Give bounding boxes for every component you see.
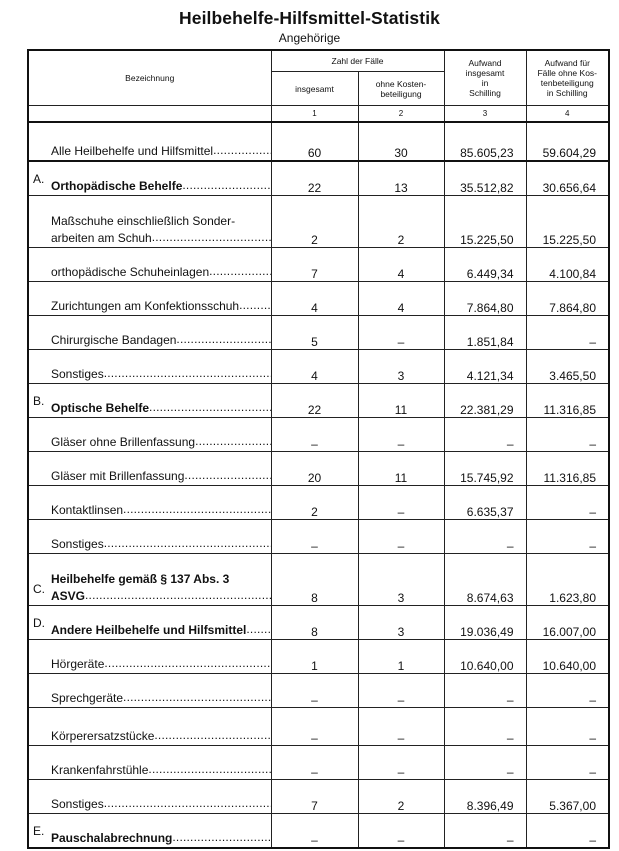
cell-ohne-kosten: – <box>358 674 444 708</box>
cell-aufwand-ohne: 11.316,85 <box>526 384 609 418</box>
header-insgesamt: insgesamt <box>271 72 358 106</box>
cell-ohne-kosten: 11 <box>358 452 444 486</box>
row-label: Sonstiges <box>51 367 104 381</box>
cell-insgesamt: 22 <box>271 161 358 196</box>
cell-ohne-kosten: 4 <box>358 248 444 282</box>
row-label: Orthopädische Behelfe <box>51 179 183 193</box>
row-prefix: A. <box>33 172 45 186</box>
cell-insgesamt: – <box>271 746 358 780</box>
table-row <box>28 418 609 452</box>
cell-ohne-kosten: 2 <box>358 780 444 814</box>
leader-dots <box>85 588 270 605</box>
cell-aufwand-ohne: – <box>526 486 609 520</box>
leader-dots <box>149 400 270 417</box>
cell-insgesamt: 2 <box>271 196 358 248</box>
leader-dots <box>154 728 270 745</box>
cell-aufwand-ohne: 1.623,80 <box>526 554 609 606</box>
cell-aufwand: 15.745,92 <box>444 452 526 486</box>
header-line: in Schilling <box>546 88 588 98</box>
cell-ohne-kosten: – <box>358 418 444 452</box>
row-label-cell <box>28 814 271 849</box>
row-label: Körperersatzstücke <box>51 729 155 743</box>
cell-aufwand: – <box>444 708 526 746</box>
row-label: Andere Heilbehelfe und Hilfsmittel <box>51 623 247 637</box>
cell-ohne-kosten: – <box>358 316 444 350</box>
cell-aufwand-ohne: 15.225,50 <box>526 196 609 248</box>
document-title: Heilbehelfe-Hilfsmittel-Statistik <box>179 8 440 28</box>
cell-aufwand-ohne: 59.604,29 <box>526 122 609 161</box>
cell-insgesamt: 1 <box>271 640 358 674</box>
cell-ohne-kosten: 3 <box>358 606 444 640</box>
colnum-2: 2 <box>358 106 444 123</box>
leader-dots <box>209 264 270 281</box>
cell-insgesamt: 20 <box>271 452 358 486</box>
row-label-cell <box>28 708 271 746</box>
leader-dots <box>104 796 271 813</box>
table-row <box>28 606 609 640</box>
cell-aufwand-ohne: – <box>526 316 609 350</box>
row-label-cell <box>28 746 271 780</box>
row-label-cell <box>28 316 271 350</box>
cell-insgesamt: 2 <box>271 486 358 520</box>
cell-aufwand-ohne: 11.316,85 <box>526 452 609 486</box>
leader-dots <box>172 830 270 847</box>
header-line: Fälle ohne Kos- <box>537 68 598 78</box>
cell-insgesamt: 60 <box>271 122 358 161</box>
table-row <box>28 640 609 674</box>
leader-dots <box>104 656 270 673</box>
table-row <box>28 384 609 418</box>
cell-ohne-kosten: 3 <box>358 350 444 384</box>
header-line: Aufwand für <box>544 58 590 68</box>
row-prefix: E. <box>33 824 45 838</box>
cell-aufwand-ohne: 16.007,00 <box>526 606 609 640</box>
header-ohne-kostenbeteiligung <box>358 72 444 106</box>
cell-aufwand-ohne: 3.465,50 <box>526 350 609 384</box>
cell-ohne-kosten: 13 <box>358 161 444 196</box>
cell-aufwand-ohne: 7.864,80 <box>526 282 609 316</box>
cell-insgesamt: – <box>271 814 358 849</box>
colnum-1: 1 <box>271 106 358 123</box>
cell-aufwand-ohne: 5.367,00 <box>526 780 609 814</box>
leader-dots <box>123 690 270 707</box>
cell-aufwand: 7.864,80 <box>444 282 526 316</box>
header-line: Aufwand <box>468 58 502 68</box>
cell-aufwand-ohne: – <box>526 674 609 708</box>
table-row <box>28 452 609 486</box>
cell-aufwand: – <box>444 814 526 849</box>
document-subtitle: Angehörige <box>278 31 341 45</box>
row-label-line1: Maßschuhe einschließlich Sonder- <box>51 214 236 228</box>
cell-ohne-kosten: – <box>358 520 444 554</box>
table-row <box>28 282 609 316</box>
header-zahl-der-faelle: Zahl der Fälle <box>271 50 444 72</box>
cell-ohne-kosten: 1 <box>358 640 444 674</box>
table-header <box>28 50 609 122</box>
leader-dots <box>184 468 270 485</box>
cell-insgesamt: 8 <box>271 554 358 606</box>
cell-insgesamt: – <box>271 520 358 554</box>
row-label-cell <box>28 350 271 384</box>
table-row <box>28 814 609 849</box>
cell-aufwand: 22.381,29 <box>444 384 526 418</box>
row-label-cell <box>28 554 271 606</box>
cell-ohne-kosten: – <box>358 486 444 520</box>
cell-aufwand: 6.449,34 <box>444 248 526 282</box>
table-body <box>28 122 609 848</box>
row-label-cell <box>28 780 271 814</box>
header-bezeichnung: Bezeichnung <box>28 50 271 106</box>
leader-dots <box>104 366 271 383</box>
cell-insgesamt: 8 <box>271 606 358 640</box>
leader-dots <box>213 143 270 160</box>
cell-aufwand-ohne: 30.656,64 <box>526 161 609 196</box>
cell-aufwand: 19.036,49 <box>444 606 526 640</box>
cell-aufwand-ohne: – <box>526 708 609 746</box>
cell-insgesamt: 22 <box>271 384 358 418</box>
cell-insgesamt: – <box>271 674 358 708</box>
cell-ohne-kosten: 30 <box>358 122 444 161</box>
cell-aufwand-ohne: – <box>526 520 609 554</box>
table-row <box>28 161 609 196</box>
cell-aufwand: 15.225,50 <box>444 196 526 248</box>
row-label-cell <box>28 674 271 708</box>
table-row <box>28 780 609 814</box>
row-label-cell <box>28 196 271 248</box>
row-label-cell <box>28 486 271 520</box>
row-label-cell <box>28 161 271 196</box>
row-label: Sprechgeräte <box>51 691 124 705</box>
table-row <box>28 520 609 554</box>
table-row <box>28 708 609 746</box>
statistics-table <box>27 49 610 849</box>
cell-aufwand-ohne: 10.640,00 <box>526 640 609 674</box>
cell-aufwand: – <box>444 418 526 452</box>
leader-dots <box>104 536 271 553</box>
cell-aufwand-ohne: 4.100,84 <box>526 248 609 282</box>
leader-dots <box>246 622 270 639</box>
row-label: Hörgeräte <box>51 657 105 671</box>
row-label: Optische Behelfe <box>51 401 150 415</box>
table-row <box>28 122 609 161</box>
row-label: Pauschalabrechnung <box>51 831 173 845</box>
cell-aufwand: 6.635,37 <box>444 486 526 520</box>
cell-aufwand: – <box>444 674 526 708</box>
row-label: Krankenfahrstühle <box>51 763 149 777</box>
cell-aufwand: 8.674,63 <box>444 554 526 606</box>
row-label-cell <box>28 282 271 316</box>
cell-insgesamt: – <box>271 708 358 746</box>
header-line: insgesamt <box>465 68 505 78</box>
table-row <box>28 486 609 520</box>
leader-dots <box>123 502 270 519</box>
row-label: Sonstiges <box>51 537 104 551</box>
row-label-cell <box>28 640 271 674</box>
cell-aufwand-ohne: – <box>526 418 609 452</box>
cell-ohne-kosten: – <box>358 708 444 746</box>
row-label: Kontaktlinsen <box>51 503 124 517</box>
cell-ohne-kosten: – <box>358 746 444 780</box>
row-prefix: C. <box>33 582 45 596</box>
cell-insgesamt: – <box>271 418 358 452</box>
row-label-cell <box>28 384 271 418</box>
header-aufwand-ohne-kostenbeteiligung <box>526 50 609 106</box>
row-label-cell <box>28 606 271 640</box>
row-label-cell <box>28 520 271 554</box>
colnum-blank <box>28 106 271 123</box>
row-label: Gläser mit Brillenfassung <box>51 469 185 483</box>
row-label: orthopädische Schuheinlagen <box>51 265 210 279</box>
table-row <box>28 248 609 282</box>
row-label: Sonstiges <box>51 797 104 811</box>
colnum-4: 4 <box>526 106 609 123</box>
leader-dots <box>239 298 270 315</box>
leader-dots <box>148 762 270 779</box>
table-row <box>28 554 609 606</box>
cell-aufwand: 1.851,84 <box>444 316 526 350</box>
row-label: Zurichtungen am Konfektionsschuh <box>51 299 240 313</box>
table-row <box>28 350 609 384</box>
row-label-line1: Heilbehelfe gemäß § 137 Abs. 3 <box>51 572 230 586</box>
cell-aufwand-ohne: – <box>526 814 609 849</box>
row-prefix: B. <box>33 394 45 408</box>
cell-aufwand: – <box>444 520 526 554</box>
cell-aufwand: 35.512,82 <box>444 161 526 196</box>
leader-dots <box>152 230 271 247</box>
cell-ohne-kosten: – <box>358 814 444 849</box>
header-line: in <box>481 78 489 88</box>
row-label: arbeiten am Schuh <box>51 231 152 245</box>
cell-ohne-kosten: 4 <box>358 282 444 316</box>
row-label-cell <box>28 248 271 282</box>
table-row <box>28 196 609 248</box>
header-line: beteiligung <box>380 88 422 99</box>
header-line: Schilling <box>469 88 501 98</box>
leader-dots <box>176 332 270 349</box>
cell-insgesamt: 4 <box>271 282 358 316</box>
cell-aufwand: 85.605,23 <box>444 122 526 161</box>
cell-ohne-kosten: 3 <box>358 554 444 606</box>
table-row <box>28 674 609 708</box>
header-aufwand-insgesamt <box>444 50 526 106</box>
row-prefix: D. <box>33 616 45 630</box>
cell-aufwand: 4.121,34 <box>444 350 526 384</box>
leader-dots <box>182 178 270 195</box>
cell-aufwand-ohne: – <box>526 746 609 780</box>
row-label-cell <box>28 418 271 452</box>
cell-insgesamt: 5 <box>271 316 358 350</box>
row-label: Chirurgische Bandagen <box>51 333 177 347</box>
table-row <box>28 746 609 780</box>
colnum-3: 3 <box>444 106 526 123</box>
row-label: ASVG <box>51 589 86 603</box>
row-label: Gläser ohne Brillenfassung <box>51 435 196 449</box>
cell-aufwand: 10.640,00 <box>444 640 526 674</box>
cell-ohne-kosten: 2 <box>358 196 444 248</box>
row-label: Alle Heilbehelfe und Hilfsmittel <box>51 144 214 158</box>
cell-aufwand: – <box>444 746 526 780</box>
cell-ohne-kosten: 11 <box>358 384 444 418</box>
header-line: ohne Kosten- <box>375 78 427 89</box>
header-line: tenbeteiligung <box>540 78 594 88</box>
cell-insgesamt: 4 <box>271 350 358 384</box>
leader-dots <box>195 434 270 451</box>
cell-insgesamt: 7 <box>271 780 358 814</box>
row-label-cell <box>28 122 271 161</box>
cell-aufwand: 8.396,49 <box>444 780 526 814</box>
row-label-cell <box>28 452 271 486</box>
table-row <box>28 316 609 350</box>
cell-insgesamt: 7 <box>271 248 358 282</box>
